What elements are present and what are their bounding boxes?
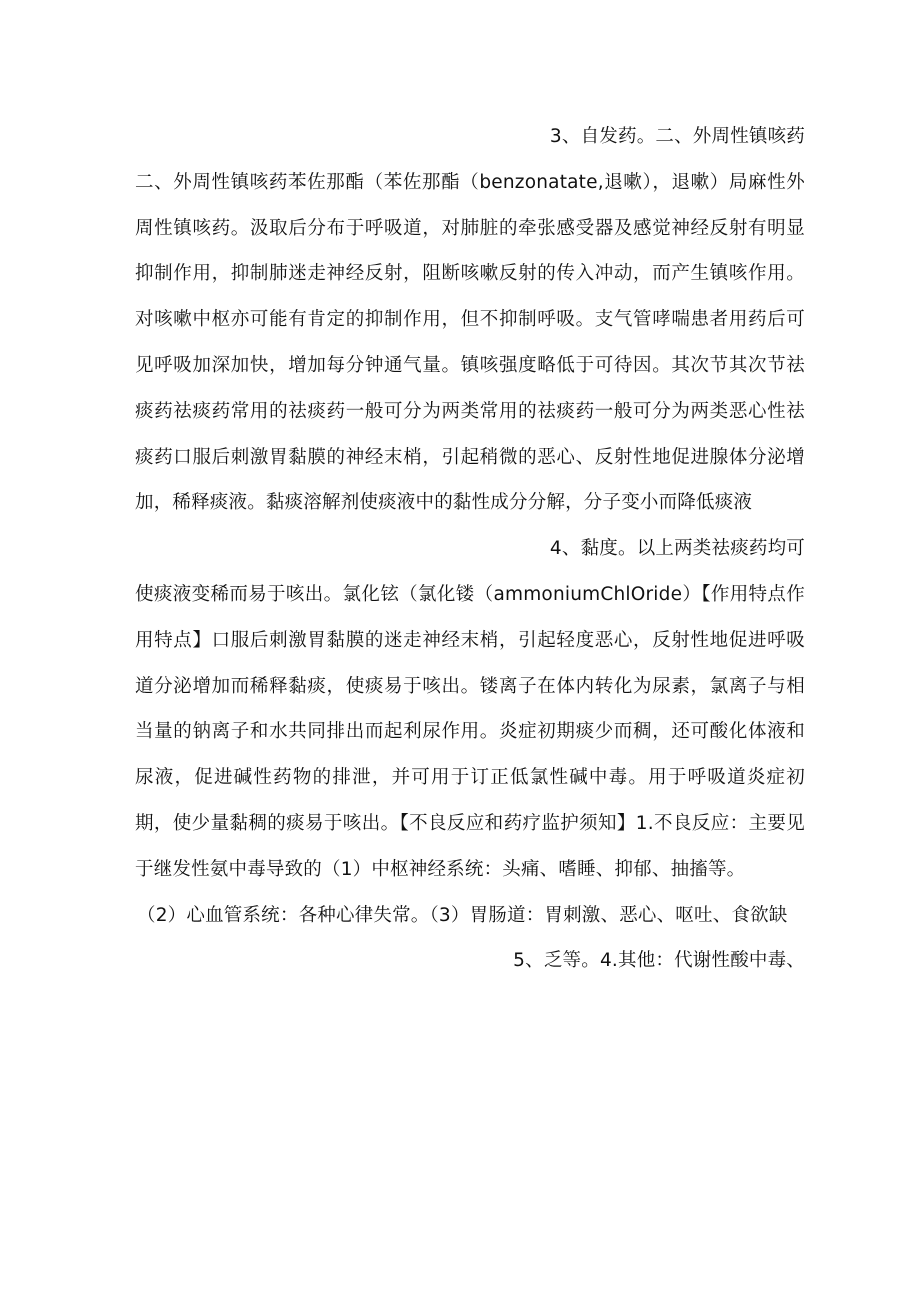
paragraph-section-4: 4、黏度。以上两类祛痰药均可 [549,538,805,560]
paragraph-section-5: 5、乏等。4.其他：代谢性酸中毒、 [513,950,805,972]
paragraph-peripheral-antitussive: 二、外周性镇咳药苯佐那酯（苯佐那酯（benzonatate,退嗽），退嗽）局麻性外周性镇咳药。汲取后分布于呼吸道，对肺脏的牵张感受器及感觉神经反射有明显抑制作用，抑制肺迷走神经反射，阻断咳嗽反射的传入冲动，而产生镇咳作用。对咳嗽中枢亦可能有肯定的抑制作用，但不抑制呼吸。支气管哮喘患者用药后可见呼吸加深加快，增加每分钟通气量。镇咳强度略低于可待因。其次节其次节祛痰药祛痰药常用的祛痰药一般可分为两类常用的祛痰药一般可分为两类恶心性祛痰药口服后刺激胃黏膜的神经末梢，引起稍微的恶心、反射性地促进腺体分泌增加，稀释痰液。黏痰溶解剂使痰液中的黏性成分分解，分子变小而降低痰液 [135,171,805,514]
paragraph-ammonium-chloride: 使痰液变稀而易于咳出。氯化铉（氯化镂（ammoniumChlOride）【作用特点作用特点】口服后刺激胃黏膜的迷走神经末梢，引起轻度恶心，反射性地促进呼吸道分泌增加而稀释黏痰，使痰易于咳出。镂离子在体内转化为尿素，氯离子与相当量的钠离子和水共同排出而起利尿作用。炎症初期痰少而稠，还可酸化体液和尿液，促进碱性药物的排泄，并可用于订正低氯性碱中毒。用于呼吸道炎症初期，使少量黏稠的痰易于咳出。【不良反应和药疗监护须知】1.不良反应：主要见于继发性氨中毒导致的（1）中枢神经系统：头痛、嗜睡、抑郁、抽搐等。 [135,583,805,880]
paragraph-section-3: 3、自发药。二、外周性镇咳药 [549,126,805,147]
paragraph-side-effects: （2）心血管系统：各种心律失常。（3）胃肠道：胃刺激、恶心、呕吐、食欲缺 [137,904,788,926]
document-body [135,114,805,984]
